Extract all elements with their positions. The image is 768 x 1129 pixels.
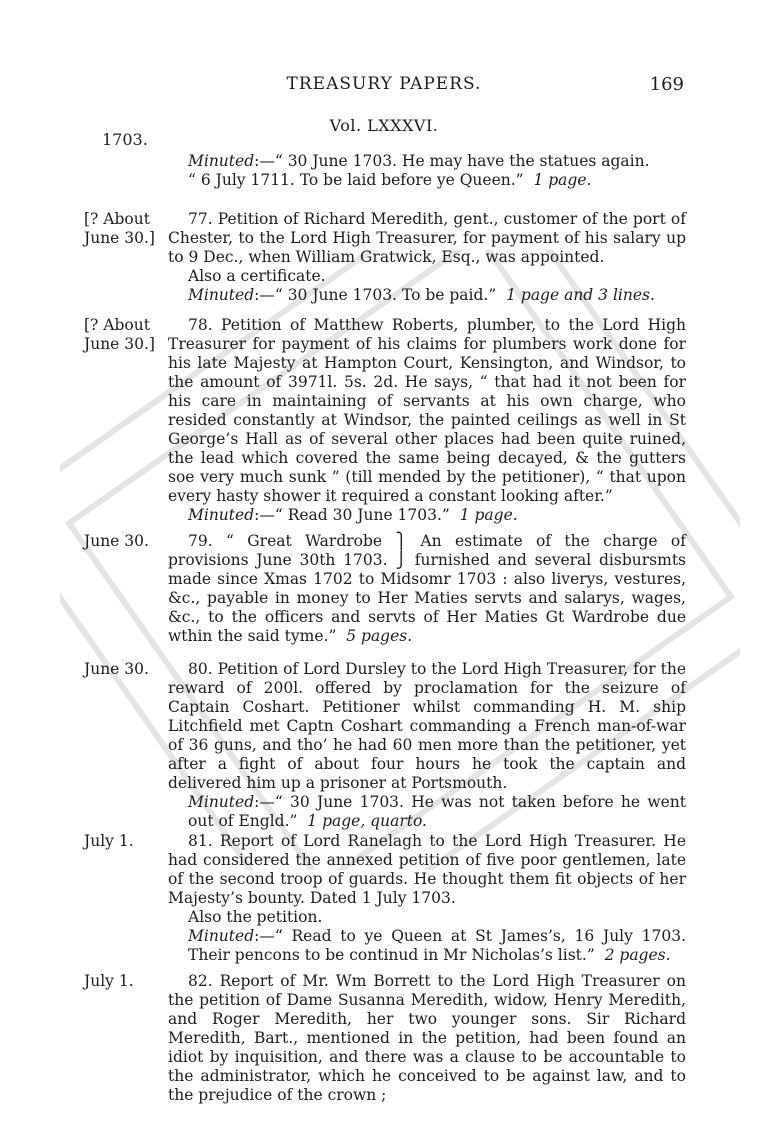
page-count: 1 page, quarto.: [307, 812, 427, 830]
minuted-label: Minuted: [188, 286, 255, 304]
minuted-text: :—“ 30 June 1703. He may have the statues again.: [254, 152, 650, 170]
entry-sub: Also a certificate.: [188, 267, 326, 285]
minuted-text-2: “ 6 July 1711. To be laid before ye Queen.”: [188, 171, 524, 189]
entry-date: July 1.: [84, 972, 134, 990]
year-label: 1703.: [102, 130, 148, 149]
minuted-text: :—“ Read 30 June 1703.”: [254, 506, 450, 524]
entry-date: July 1.: [84, 832, 134, 850]
page-number: 169: [649, 74, 684, 95]
entry-text: 78. Petition of Matthew Roberts, plumber, to the Lord High Treasurer for payment of his claims for plumbers work done for his late Majesty at Hampton Court, Kensington, and Windsor, to the amount of 3971l. 5s. 2d. He says, “ that had it not been for his care in maintaining of servants at his own charge, who resided constantly at Windsor, the painted ceilings as well in St George’s Hall as of several other places had been quite ruined, the lead which covered the same being decayed, & the gutters soe very much sunk ” (till mended by the petitioner), “ that upon every hasty shower it required a constant looking after.”: [168, 316, 686, 505]
minuted-label: Minuted: [188, 506, 255, 524]
page-count: 1 page.: [533, 171, 592, 189]
minuted-label: Minuted: [188, 927, 255, 945]
entry-text: 81. Report of Lord Ranelagh to the Lord High Treasurer. He had considered the annexed petition of five poor gentlemen, late of the second troop of guards. He thought them fit objects of her Majesty’s bounty. Dated 1 July 1703.: [168, 832, 686, 907]
entry-date: [? About June 30.]: [84, 210, 155, 247]
page-count: 2 pages.: [604, 946, 671, 964]
minuted-text: :—“ 30 June 1703. To be paid.”: [254, 286, 497, 304]
page-count: 1 page.: [459, 506, 518, 524]
entry-text: 82. Report of Mr. Wm Borrett to the Lord High Treasurer on the petition of Dame Susanna Meredith, widow, Henry Meredith, and Roger Meredith, her two younger sons. Sir Richard Meredith, Bart., mentioned in the petition, had been found an idiot by inquisition, and there was a clause to be accountable to the administrator, which he conceived to be against law, and to the prejudice of the crown ;: [168, 972, 686, 1104]
entry-text: 80. Petition of Lord Dursley to the Lord High Treasurer, for the reward of 200l. offered by proclamation for the seizure of Captain Coshart. Petitioner whilst commanding H. M. ship Litchfield met Captn Coshart commanding a French man-of-war of 36 guns, and tho’ he had 60 men more than the petitioner, yet after a fight of about four hours he took the captain and delivered him up a prisoner at Portsmouth.: [168, 660, 686, 792]
volume-heading: Vol. LXXXVI.: [329, 116, 439, 135]
entry-date: [? About June 30.]: [84, 316, 155, 353]
entry-text: 77. Petition of Richard Meredith, gent., customer of the port of Chester, to the Lord High Treasurer, for payment of his salary up to 9 Dec., when William Gratwick, Esq., was appointed.: [168, 210, 686, 266]
entry-text: 79. “ Great Wardrobe ⎫ An estimate of the charge of provisions June 30th 1703. ⎭ furnished and several disbursmts made since Xmas 1702 to Midsomr 1703 : also liverys, vestures, &c., payable in money to Her Maties servts and salarys, wages, &c., to the officers and servts of Her Maties Gt Wardrobe due wthin the said tyme.”: [168, 532, 686, 645]
entry-date: June 30.: [84, 532, 149, 550]
entry-date: June 30.: [84, 660, 149, 678]
minuted-text: :—“ Read to ye Queen at St James’s, 16 July 1703. Their pencons to be continud in Mr Nicholas’s list.”: [188, 927, 686, 964]
minuted-label: Minuted: [188, 793, 255, 811]
entry-sub: Also the petition.: [188, 908, 323, 926]
running-head: TREASURY PAPERS.: [286, 74, 482, 94]
minuted-label: Minuted: [188, 152, 255, 170]
minuted-text: :—“ 30 June 1703. He was not taken before he went out of Engld.”: [188, 793, 686, 830]
page-count: 5 pages.: [346, 627, 413, 645]
page-count: 1 page and 3 lines.: [506, 286, 655, 304]
